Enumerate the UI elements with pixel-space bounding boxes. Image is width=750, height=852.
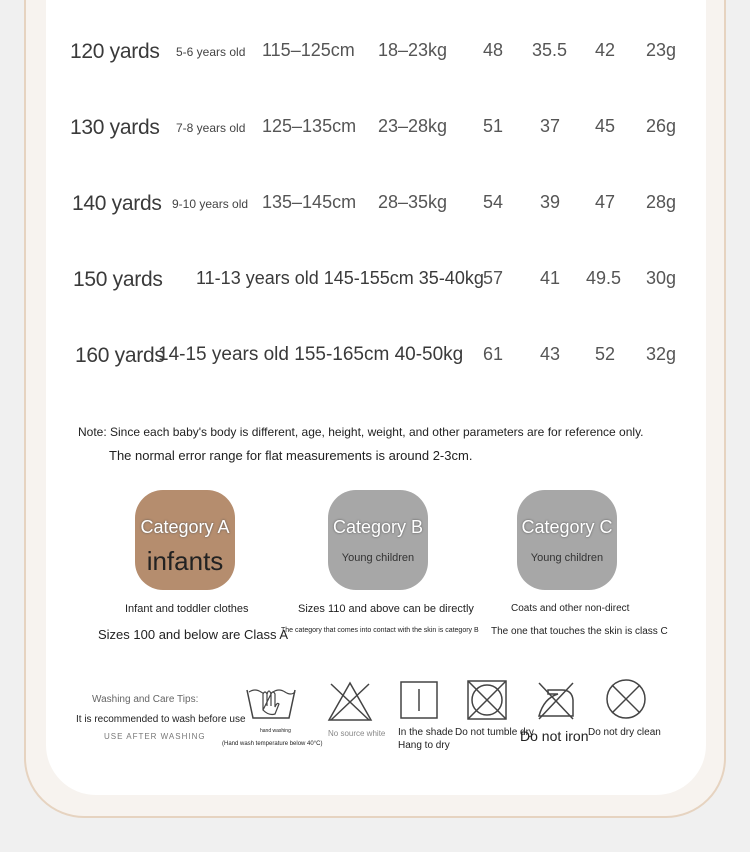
table-row: [46, 40, 706, 80]
measure-1: 51: [483, 116, 504, 136]
category-b-desc-1: Sizes 110 and above can be directly: [298, 603, 474, 615]
category-a-desc-2: Sizes 100 and below are Class A: [98, 627, 289, 642]
measure-3: 42: [595, 40, 616, 60]
height-range: 125–135cm: [262, 116, 357, 136]
measure-4: 30g: [646, 268, 677, 288]
measure-1: 57: [483, 268, 504, 288]
table-row: [46, 192, 706, 232]
age-range: 5-6 years old: [176, 45, 246, 59]
measure-1: 61: [483, 344, 504, 364]
size-label: 150 yards: [73, 268, 163, 291]
no-dry-clean-label: Do not dry clean: [588, 727, 661, 738]
measure-4: 26g: [646, 116, 677, 136]
measure-2: 39: [540, 192, 561, 212]
no-dry-clean-icon: [605, 678, 647, 720]
measure-2: 43: [540, 344, 561, 364]
no-tumble-dry-label: Do not tumble dry: [455, 727, 534, 738]
category-a-title: Category A: [140, 517, 230, 537]
shade-dry-label: In the shade: [398, 727, 454, 738]
note-line-2: The normal error range for flat measurements is around 2-3cm.: [109, 448, 473, 463]
category-b-badge: [328, 490, 428, 590]
category-a-desc-1: Infant and toddler clothes: [125, 603, 249, 615]
measure-2: 35.5: [532, 40, 568, 60]
measure-4: 32g: [646, 344, 677, 364]
measure-4: 23g: [646, 40, 677, 60]
weight-range: 18–23kg: [378, 40, 448, 60]
weight-range: 23–28kg: [378, 116, 448, 136]
no-iron-label: Do not iron: [520, 728, 589, 744]
size-label: 130 yards: [70, 116, 160, 139]
category-a-sub: infants: [146, 546, 224, 576]
category-c-badge: [517, 490, 617, 590]
measure-2: 41: [540, 268, 561, 288]
size-label: 160 yards: [75, 344, 165, 367]
table-row: [46, 344, 706, 384]
height-range: 115–125cm: [262, 40, 355, 60]
category-b-title: Category B: [332, 517, 424, 537]
no-bleach-icon: [327, 680, 373, 722]
hand-wash-note: (Hand wash temperature below 40°C): [222, 741, 323, 747]
hand-wash-label: hand washing: [260, 728, 291, 734]
category-b-sub: Young children: [341, 552, 415, 564]
age-height-weight: 14-15 years old 155-165cm 40-50kg: [158, 344, 464, 365]
no-tumble-dry-icon: [467, 680, 507, 720]
hand-wash-icon: [245, 680, 297, 720]
measure-3: 47: [595, 192, 616, 212]
table-row: [46, 116, 706, 156]
measure-3: 49.5: [586, 268, 622, 288]
category-b-desc-2: The category that comes into contact with the skin is category B: [281, 627, 479, 634]
category-c-desc-2: The one that touches the skin is class C: [491, 626, 668, 637]
measure-4: 28g: [646, 192, 677, 212]
care-tips-title: Washing and Care Tips:: [92, 694, 199, 705]
no-iron-icon: [536, 680, 576, 720]
shade-dry-sub: Hang to dry: [398, 740, 450, 751]
age-range: 7-8 years old: [176, 121, 246, 135]
shade-dry-icon: [400, 681, 438, 719]
measure-1: 48: [483, 40, 504, 60]
measure-2: 37: [540, 116, 561, 136]
size-label: 140 yards: [72, 192, 162, 215]
measure-3: 45: [595, 116, 616, 136]
no-bleach-label: No source white: [328, 729, 386, 738]
age-height-weight: 11-13 years old 145-155cm 35-40kg: [196, 268, 484, 288]
category-a-badge: [135, 490, 235, 590]
height-range: 135–145cm: [262, 192, 357, 212]
care-tips-english: USE AFTER WASHING: [104, 732, 206, 741]
table-row: [46, 268, 706, 308]
category-c-sub: Young children: [530, 552, 604, 564]
size-label: 120 yards: [70, 40, 160, 63]
care-tips-line: It is recommended to wash before use: [76, 714, 246, 725]
category-c-desc-1: Coats and other non-direct: [511, 603, 630, 614]
age-range: 9-10 years old: [172, 197, 249, 211]
measure-3: 52: [595, 344, 616, 364]
note-line-1: Note: Since each baby's body is different, age, height, weight, and other parameters are for reference only.: [78, 425, 644, 439]
category-c-title: Category C: [521, 517, 613, 537]
measure-1: 54: [483, 192, 504, 212]
weight-range: 28–35kg: [378, 192, 448, 212]
